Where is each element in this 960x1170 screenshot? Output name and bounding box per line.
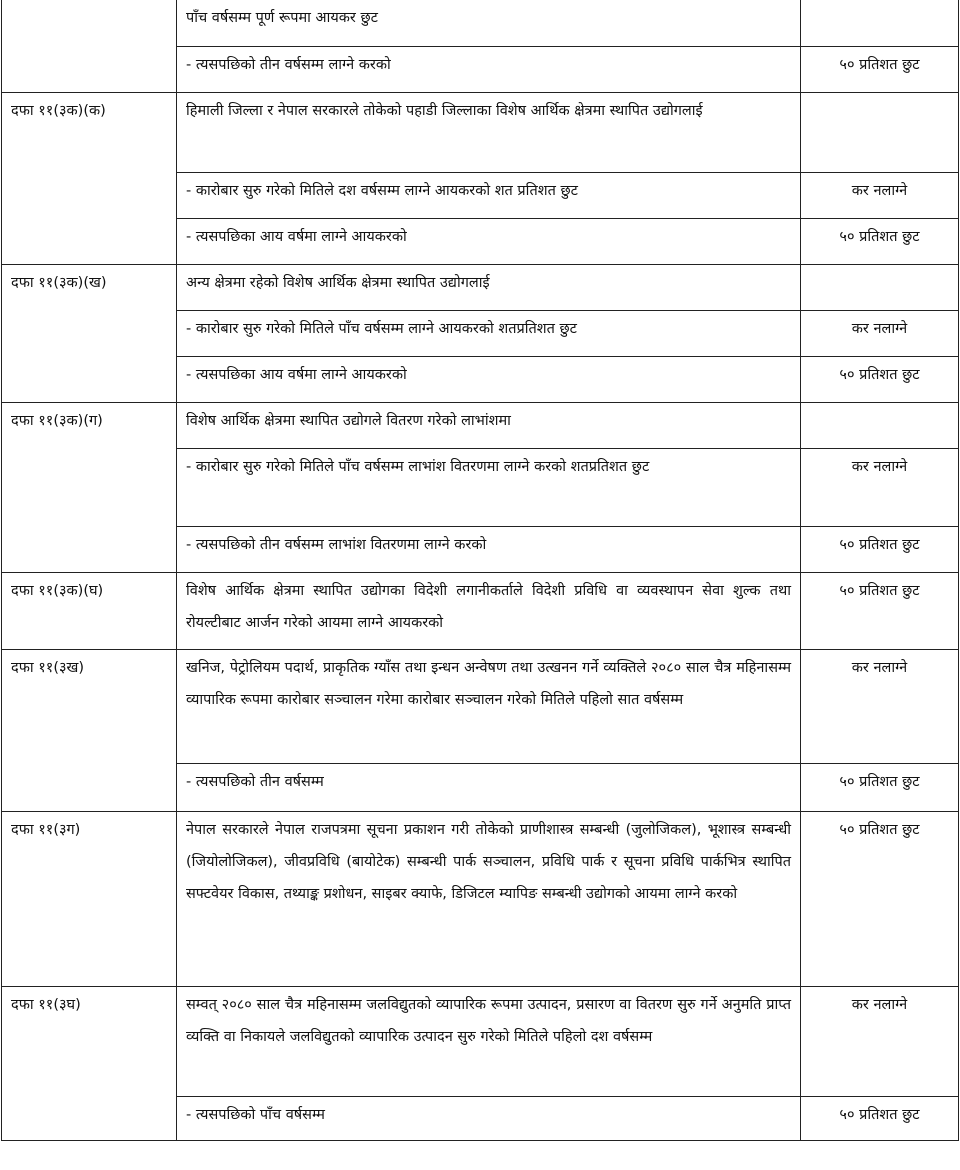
table-row — [2, 986, 959, 1096]
rate-cell: ५० प्रतिशत छुट — [801, 763, 959, 811]
rate-cell — [801, 0, 959, 46]
description-cell: अन्य क्षेत्रमा रहेको विशेष आर्थिक क्षेत्रमा स्थापित उद्योगलाई — [177, 264, 801, 310]
table-row — [2, 763, 959, 811]
description-cell: - कारोबार सुरु गरेको मितिले पाँच वर्षसम्म लाभांश वितरणमा लाग्ने करको शतप्रतिशत छुट — [177, 448, 801, 526]
description-cell: - त्यसपछिको तीन वर्षसम्म लाभांश वितरणमा लाग्ने करको — [177, 526, 801, 572]
rate-cell: ५० प्रतिशत छुट — [801, 572, 959, 649]
table-row — [2, 172, 959, 218]
tax-exemption-table — [1, 0, 959, 1141]
table-row — [2, 402, 959, 448]
section-cell — [2, 448, 177, 526]
section-cell — [2, 763, 177, 811]
table-row — [2, 264, 959, 310]
table-row — [2, 356, 959, 402]
table-row — [2, 649, 959, 763]
description-cell: पाँच वर्षसम्म पूर्ण रूपमा आयकर छुट — [177, 0, 801, 46]
rate-cell — [801, 264, 959, 310]
rate-cell: कर नलाग्ने — [801, 172, 959, 218]
rate-cell: कर नलाग्ने — [801, 649, 959, 763]
rate-cell: ५० प्रतिशत छुट — [801, 218, 959, 264]
section-cell: दफा ११(३ख) — [2, 649, 177, 763]
section-cell: दफा ११(३क)(ख) — [2, 264, 177, 310]
rate-cell: ५० प्रतिशत छुट — [801, 811, 959, 986]
section-cell — [2, 218, 177, 264]
rate-cell: ५० प्रतिशत छुट — [801, 1096, 959, 1140]
rate-cell: ५० प्रतिशत छुट — [801, 46, 959, 92]
rate-cell: कर नलाग्ने — [801, 986, 959, 1096]
section-cell — [2, 356, 177, 402]
description-cell: सम्वत् २०८० साल चैत्र महिनासम्म जलविद्युतको व्यापारिक रूपमा उत्पादन, प्रसारण वा वितरण सुरु गर्ने अनुमति प्राप्त व्यक्ति वा निकायले जलविद्युतको व्यापारिक उत्पादन सुरु गरेको मितिले पहिलो दश वर्षसम्म — [177, 986, 801, 1096]
table-row — [2, 92, 959, 172]
section-cell — [2, 1096, 177, 1140]
description-cell: विशेष आर्थिक क्षेत्रमा स्थापित उद्योगले वितरण गरेको लाभांशमा — [177, 402, 801, 448]
description-cell: - त्यसपछिका आय वर्षमा लाग्ने आयकरको — [177, 218, 801, 264]
table-row — [2, 811, 959, 986]
section-cell: दफा ११(३ग) — [2, 811, 177, 986]
rate-cell — [801, 92, 959, 172]
description-cell: नेपाल सरकारले नेपाल राजपत्रमा सूचना प्रकाशन गरी तोकेको प्राणीशास्त्र सम्बन्धी (जुलोजिकल), भूशास्त्र सम्बन्धी (जियोलोजिकल), जीवप्रविधि (बायोटेक) सम्बन्धी पार्क सञ्चालन, प्रविधि पार्क र सूचना प्रविधि पार्कभित्र स्थापित सफ्टवेयर विकास, तथ्याङ्क प्रशोधन, साइबर क्याफे, डिजिटल म्यापिङ सम्बन्धी उद्योगको आयमा लाग्ने करको — [177, 811, 801, 986]
section-cell: दफा ११(३क)(घ) — [2, 572, 177, 649]
section-cell — [2, 310, 177, 356]
description-cell: हिमाली जिल्ला र नेपाल सरकारले तोकेको पहाडी जिल्लाका विशेष आर्थिक क्षेत्रमा स्थापित उद्योगलाई — [177, 92, 801, 172]
rate-cell: कर नलाग्ने — [801, 310, 959, 356]
rate-cell: कर नलाग्ने — [801, 448, 959, 526]
rate-cell — [801, 402, 959, 448]
section-cell — [2, 172, 177, 218]
section-cell — [2, 0, 177, 46]
table-row — [2, 0, 959, 46]
section-cell: दफा ११(३घ) — [2, 986, 177, 1096]
table-row — [2, 310, 959, 356]
description-cell: - त्यसपछिको पाँच वर्षसम्म — [177, 1096, 801, 1140]
description-cell: - त्यसपछिका आय वर्षमा लाग्ने आयकरको — [177, 356, 801, 402]
table-row — [2, 572, 959, 649]
section-cell — [2, 526, 177, 572]
section-cell — [2, 46, 177, 92]
section-cell: दफा ११(३क)(क) — [2, 92, 177, 172]
description-cell: - त्यसपछिको तीन वर्षसम्म — [177, 763, 801, 811]
description-cell: खनिज, पेट्रोलियम पदार्थ, प्राकृतिक ग्याँस तथा इन्धन अन्वेषण तथा उत्खनन गर्ने व्यक्तिले २०८० साल चैत्र महिनासम्म व्यापारिक रूपमा कारोबार सञ्चालन गरेमा कारोबार सञ्चालन गरेको मितिले पहिलो सात वर्षसम्म — [177, 649, 801, 763]
description-cell: - त्यसपछिको तीन वर्षसम्म लाग्ने करको — [177, 46, 801, 92]
table-row — [2, 46, 959, 92]
section-cell: दफा ११(३क)(ग) — [2, 402, 177, 448]
table-row — [2, 218, 959, 264]
table-row — [2, 526, 959, 572]
table-row — [2, 448, 959, 526]
description-cell: - कारोबार सुरु गरेको मितिले दश वर्षसम्म लाग्ने आयकरको शत प्रतिशत छुट — [177, 172, 801, 218]
description-cell: विशेष आर्थिक क्षेत्रमा स्थापित उद्योगका विदेशी लगानीकर्ताले विदेशी प्रविधि वा व्यवस्थापन सेवा शुल्क तथा रोयल्टीबाट आर्जन गरेको आयमा लाग्ने आयकरको — [177, 572, 801, 649]
rate-cell: ५० प्रतिशत छुट — [801, 526, 959, 572]
description-cell: - कारोबार सुरु गरेको मितिले पाँच वर्षसम्म लाग्ने आयकरको शतप्रतिशत छुट — [177, 310, 801, 356]
rate-cell: ५० प्रतिशत छुट — [801, 356, 959, 402]
table-row — [2, 1096, 959, 1140]
